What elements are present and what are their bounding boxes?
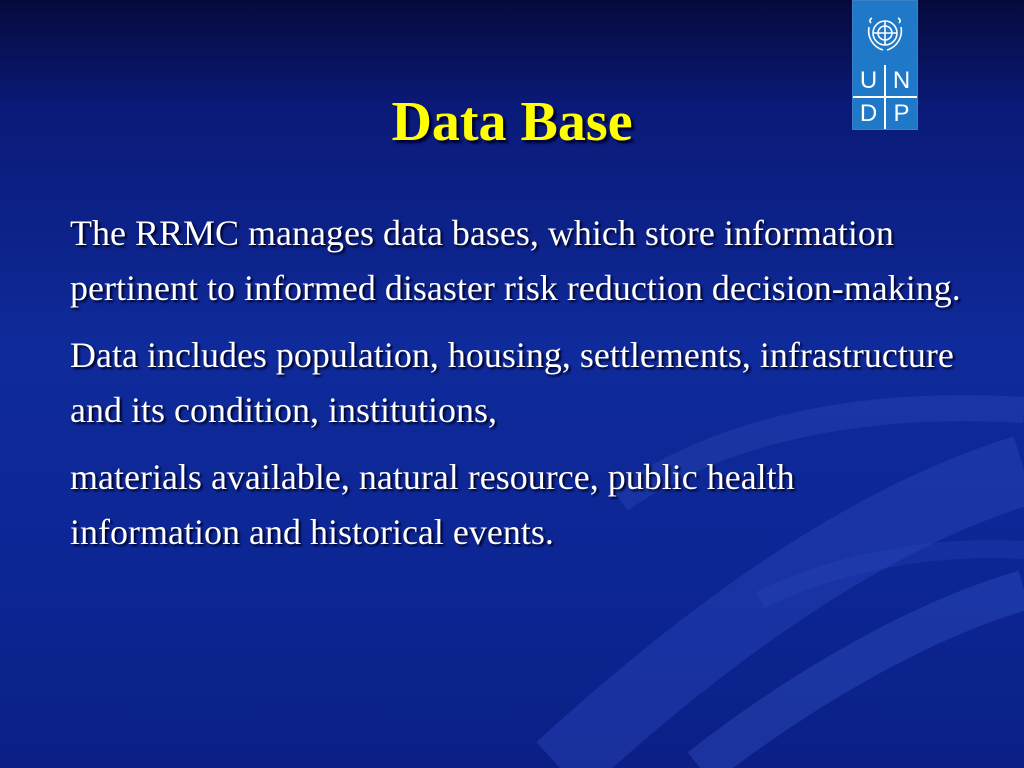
logo-letter-d: D (853, 98, 884, 129)
logo-letter-u: U (853, 65, 884, 96)
logo-letter-p: P (886, 98, 917, 129)
body-paragraph: The RRMC manages data bases, which store information pertinent to informed disaster risk reduction decision-making. (70, 213, 961, 308)
slide-title: Data Base (391, 91, 633, 153)
body-paragraph: Data includes population, housing, settlements, infrastructure and its condition, institutions, (70, 335, 954, 430)
body-paragraph: materials available, natural resource, public health information and historical events. (70, 457, 795, 552)
un-emblem-icon (853, 1, 917, 65)
logo-letter-n: N (886, 65, 917, 96)
slide-body (70, 206, 970, 572)
